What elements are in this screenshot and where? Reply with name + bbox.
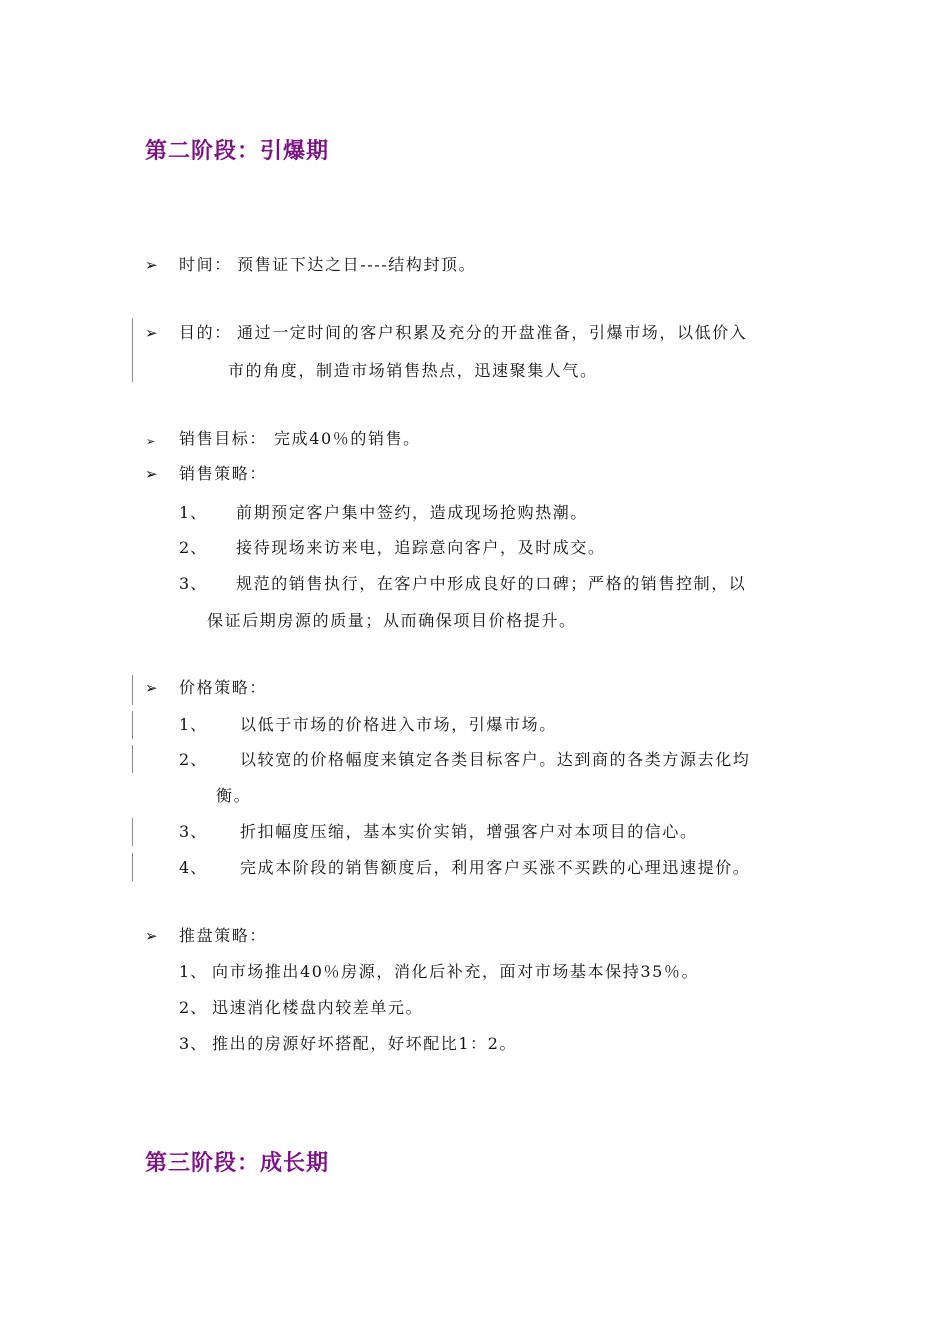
arrowhead-bullet-icon: ➢ — [145, 927, 158, 945]
revision-bar — [132, 711, 133, 739]
sales-target-label: 销售目标： — [179, 429, 268, 448]
arrowhead-bullet-icon: ➢ — [145, 679, 158, 697]
list-item: 向市场推出40％房源，消化后补充，面对市场基本保持35％。 — [212, 962, 700, 981]
list-item-continuation: 保证后期房源的质量；从而确保项目价格提升。 — [207, 611, 577, 630]
list-item-number: 3、 — [179, 574, 208, 593]
list-item: 折扣幅度压缩，基本实价实销，增强客户对本项目的信心。 — [240, 822, 698, 841]
list-item-number: 2、 — [179, 538, 208, 557]
sales-target-text: 完成40％的销售。 — [274, 429, 421, 448]
revision-bar — [132, 818, 133, 846]
list-item: 以低于市场的价格进入市场，引爆市场。 — [240, 715, 557, 734]
revision-bar — [132, 745, 133, 773]
list-item: 推出的房源好坏搭配，好坏配比1：2。 — [212, 1034, 518, 1053]
list-item-number: 2、 — [179, 998, 208, 1017]
list-item-number: 3、 — [179, 822, 208, 841]
list-item: 迅速消化楼盘内较差单元。 — [212, 998, 424, 1017]
list-item-number: 3、 — [179, 1034, 208, 1053]
list-item-continuation: 衡。 — [216, 786, 252, 805]
arrowhead-bullet-icon: ➢ — [145, 256, 158, 274]
goal-text-line2: 市的角度，制造市场销售热点，迅速聚集人气。 — [228, 361, 598, 380]
list-item-number: 4、 — [179, 858, 208, 877]
phase3-heading: 第三阶段：成长期 — [145, 1151, 330, 1176]
arrowhead-bullet-icon: ➢ — [146, 435, 156, 448]
list-item: 前期预定客户集中签约，造成现场抢购热潮。 — [236, 503, 589, 522]
list-item: 以较宽的价格幅度来镇定各类目标客户。达到商的各类方源去化均 — [240, 750, 751, 769]
list-item: 接待现场来访来电，追踪意向客户，及时成交。 — [236, 538, 606, 557]
push-strategy-label: 推盘策略： — [179, 926, 268, 945]
revision-bar — [132, 675, 133, 705]
time-label: 时间： — [179, 255, 232, 274]
revision-bar — [132, 853, 133, 881]
list-item-number: 2、 — [179, 750, 208, 769]
phase2-heading: 第二阶段：引爆期 — [145, 139, 330, 164]
price-strategy-label: 价格策略： — [179, 678, 268, 697]
revision-bar — [132, 318, 133, 382]
arrowhead-bullet-icon: ➢ — [145, 324, 158, 342]
goal-label: 目的： — [179, 323, 232, 342]
goal-text-line1: 通过一定时间的客户积累及充分的开盘准备，引爆市场，以低价入 — [237, 323, 748, 342]
arrowhead-bullet-icon: ➢ — [145, 465, 158, 483]
list-item: 规范的销售执行，在客户中形成良好的口碑；严格的销售控制，以 — [236, 574, 747, 593]
sales-strategy-label: 销售策略： — [179, 464, 268, 483]
list-item: 完成本阶段的销售额度后，利用客户买涨不买跌的心理迅速提价。 — [240, 858, 751, 877]
list-item-number: 1、 — [179, 715, 208, 734]
list-item-number: 1、 — [179, 503, 208, 522]
time-text: 预售证下达之日----结构封顶。 — [237, 255, 477, 274]
list-item-number: 1、 — [179, 962, 208, 981]
